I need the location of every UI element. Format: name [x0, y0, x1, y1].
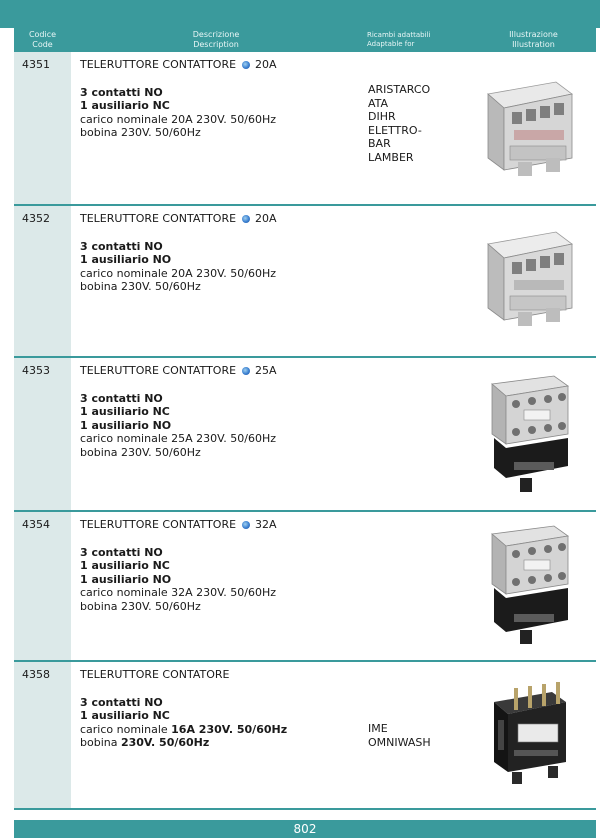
header-illus-en: Illustration: [512, 40, 555, 49]
product-rating: 32A: [255, 518, 277, 531]
top-band: [0, 0, 600, 28]
spec-contacts: 3 contatti NO: [80, 695, 163, 709]
product-title: TELERUTTORE CONTATTORE: [80, 364, 237, 377]
page-number: 802: [293, 822, 317, 836]
header-code: [14, 30, 71, 50]
spec-contacts: 3 contatti NO: [80, 545, 163, 559]
spec-auxiliary: 1 ausiliario NO: [80, 572, 172, 586]
spare-brand: DIHR: [368, 110, 396, 123]
header-spares-en: Adaptable for: [367, 40, 415, 48]
spec-contacts: 3 contatti NO: [80, 391, 163, 405]
spec-coil: bobina 230V. 50/60Hz: [80, 280, 201, 293]
product-code: 4358: [22, 668, 50, 681]
contactor-dark-image: [474, 370, 584, 500]
product-description: [80, 58, 360, 140]
ge-logo-icon: [242, 521, 250, 529]
spec-line: [80, 253, 360, 267]
table-header: [14, 28, 596, 52]
header-spares-it: Ricambi adattabili: [367, 31, 431, 39]
product-row: [14, 358, 596, 510]
product-rating: 25A: [255, 364, 277, 377]
page-footer: [14, 820, 596, 838]
spares-list: [368, 722, 458, 749]
spec-auxiliary: 1 ausiliario NO: [80, 418, 172, 432]
spec-line: [80, 99, 360, 113]
spare-brand: ELETTRO-: [368, 123, 422, 137]
product-description: [80, 364, 360, 459]
spec-coil: bobina 230V. 50/60Hz: [80, 599, 201, 613]
spec-coil: bobina 230V. 50/60Hz: [80, 126, 201, 139]
product-code: 4353: [22, 364, 50, 377]
product-title: TELERUTTORE CONTATORE: [80, 668, 230, 681]
spec-line: [80, 240, 360, 254]
product-description: [80, 212, 360, 294]
product-title-line: [80, 58, 360, 72]
spec-line: [80, 559, 360, 573]
spec-auxiliary: 1 ausiliario NO: [80, 253, 172, 266]
spare-brand: LAMBER: [368, 150, 414, 164]
product-row: [14, 662, 596, 808]
spec-line: [80, 86, 360, 100]
spec-auxiliary: 1 ausiliario NC: [80, 99, 170, 112]
spec-line: [80, 573, 360, 587]
product-title-line: [80, 364, 360, 378]
spec-line: [80, 709, 360, 723]
product-rating: 20A: [255, 212, 277, 225]
contactor-white-image: [474, 74, 584, 184]
product-description: [80, 668, 360, 750]
code-column: [14, 512, 71, 660]
contactor-black-image: [474, 680, 584, 790]
row-divider: [14, 808, 596, 810]
spec-load: [80, 723, 360, 737]
spec-line: [80, 392, 360, 406]
spec-auxiliary: 1 ausiliario NC: [80, 559, 170, 572]
spare-brand: IME: [368, 722, 388, 735]
header-illustration: [471, 30, 596, 50]
header-desc-it: Descrizione: [192, 30, 240, 39]
header-spares: [361, 31, 471, 49]
code-column: [14, 358, 71, 510]
spare-brand: ATA: [368, 96, 389, 110]
product-code: 4354: [22, 518, 50, 531]
spec-load: carico nominale 25A 230V. 50/60Hz: [80, 432, 277, 445]
code-column: [14, 662, 71, 808]
header-code-en: Code: [32, 40, 53, 49]
product-row: [14, 206, 596, 356]
spec-auxiliary: 1 ausiliario NC: [80, 405, 170, 418]
product-code: 4352: [22, 212, 50, 225]
spare-brand: BAR: [368, 137, 391, 150]
code-column: [14, 52, 71, 204]
spec-auxiliary: 1 ausiliario NC: [80, 709, 170, 722]
spec-coil-value: 230V. 50/60Hz: [120, 736, 210, 749]
spec-line: [80, 546, 360, 560]
spec-line: [80, 419, 360, 433]
product-code: 4351: [22, 58, 50, 71]
ge-logo-icon: [242, 61, 250, 69]
contactor-white-image: [474, 224, 584, 334]
product-title: TELERUTTORE CONTATTORE: [80, 518, 237, 531]
spec-load-value: 16A 230V. 50/60Hz: [171, 722, 288, 736]
spec-load-label: carico nominale: [80, 722, 172, 736]
spec-coil-label: bobina: [80, 736, 121, 749]
contactor-dark-image: [474, 520, 584, 650]
spec-contacts: 3 contatti NO: [80, 239, 163, 253]
product-rating: 20A: [255, 58, 277, 71]
spec-load: carico nominale 20A 230V. 50/60Hz: [80, 266, 277, 280]
spares-list: [368, 83, 458, 164]
spec-coil: [80, 736, 360, 750]
spare-brand: OMNIWASH: [368, 735, 431, 749]
spare-brand: ARISTARCO: [368, 83, 431, 96]
spec-load: carico nominale 32A 230V. 50/60Hz: [80, 586, 277, 599]
header-desc-en: Description: [193, 40, 239, 49]
header-illus-it: Illustrazione: [509, 30, 558, 39]
product-row: [14, 52, 596, 204]
product-title-line: [80, 212, 360, 226]
spec-line: [80, 405, 360, 419]
spec-line: [80, 696, 360, 710]
ge-logo-icon: [242, 215, 250, 223]
spec-load: carico nominale 20A 230V. 50/60Hz: [80, 112, 277, 126]
product-title: TELERUTTORE CONTATTORE: [80, 58, 237, 71]
product-title: TELERUTTORE CONTATTORE: [80, 212, 237, 225]
product-description: [80, 518, 360, 613]
code-column: [14, 206, 71, 356]
header-description: [71, 30, 361, 50]
product-title-line: [80, 518, 360, 532]
spec-coil: bobina 230V. 50/60Hz: [80, 445, 201, 459]
spec-contacts: 3 contatti NO: [80, 85, 163, 99]
product-row: [14, 512, 596, 660]
header-code-it: Codice: [28, 30, 57, 39]
ge-logo-icon: [242, 367, 250, 375]
